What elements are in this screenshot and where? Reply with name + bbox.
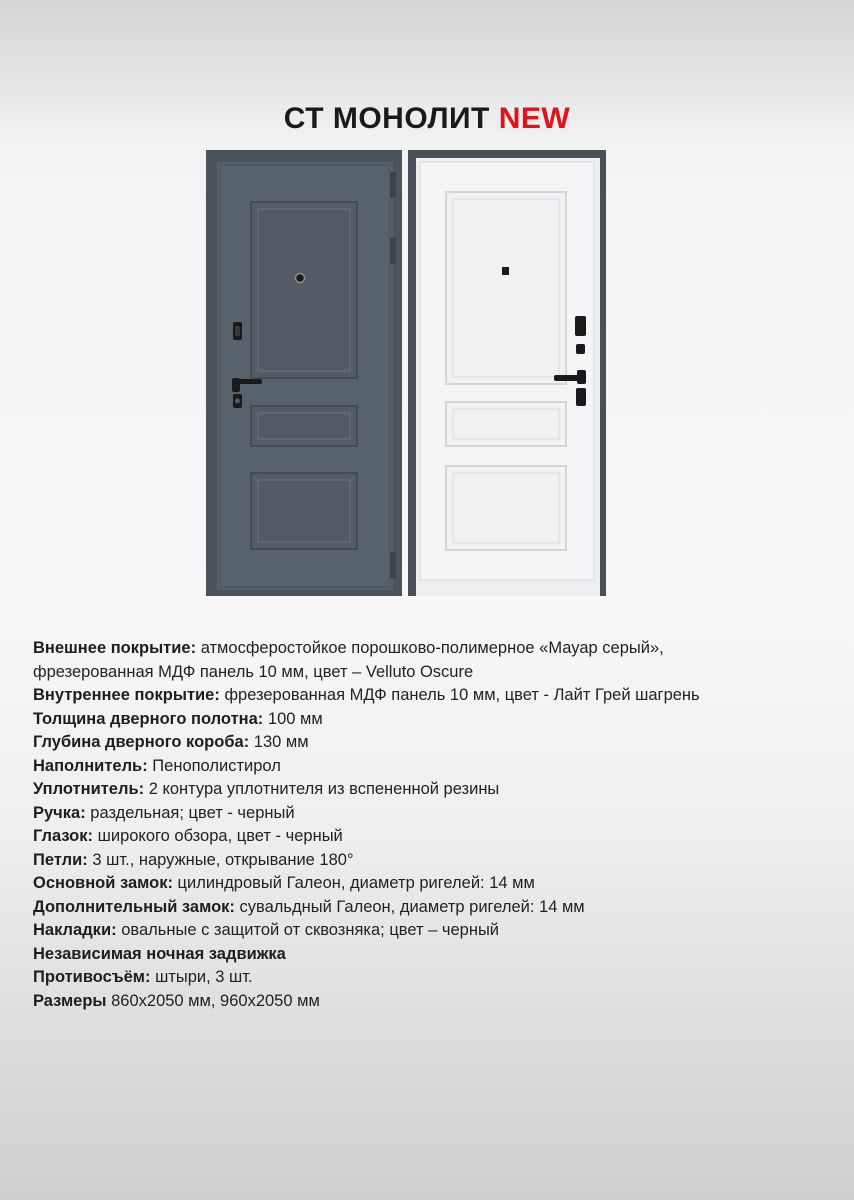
spec-row-anti-removal bbox=[33, 966, 833, 990]
spec-row-night-latch bbox=[33, 943, 833, 967]
spec-key: Наполнитель: bbox=[33, 756, 148, 775]
door-image bbox=[206, 150, 606, 596]
spec-row-filler bbox=[33, 755, 833, 779]
spec-value: 860x2050 мм, 960x2050 мм bbox=[111, 991, 320, 1010]
spec-key: Внутреннее покрытие: bbox=[33, 686, 220, 704]
spec-list bbox=[33, 637, 833, 1013]
spec-key: Петли: bbox=[33, 850, 88, 869]
spec-value: 130 мм bbox=[253, 733, 309, 751]
spec-row-frame-depth bbox=[33, 731, 833, 755]
spec-key: Ручка: bbox=[33, 803, 86, 822]
spec-key: Противосъём: bbox=[33, 968, 151, 986]
door-illustrations bbox=[206, 150, 606, 596]
page-title bbox=[0, 102, 854, 136]
spec-key: Внешнее покрытие: bbox=[33, 639, 197, 657]
outer-door bbox=[206, 150, 402, 596]
spec-row-extra-lock bbox=[33, 896, 833, 920]
spec-value: штыри, 3 шт. bbox=[155, 968, 253, 986]
spec-key: Накладки: bbox=[33, 921, 117, 939]
spec-value: овальные с защитой от сквозняка; цвет – черный bbox=[121, 921, 500, 939]
spec-value: широкого обзора, цвет - черный bbox=[97, 827, 343, 845]
spec-key: Независимая ночная задвижка bbox=[33, 944, 286, 963]
spec-row-overlays bbox=[33, 919, 833, 943]
spec-row-leaf-thickness bbox=[33, 708, 833, 732]
spec-row-handle bbox=[33, 802, 833, 826]
title-main: СТ МОНОЛИТ bbox=[283, 102, 490, 135]
spec-key: Размеры bbox=[33, 991, 107, 1010]
spec-row-dimensions bbox=[33, 990, 833, 1014]
spec-value: 100 мм bbox=[267, 709, 323, 728]
spec-row-inner-coating bbox=[33, 684, 833, 708]
spec-key: Глазок: bbox=[33, 827, 94, 845]
spec-key: Дополнительный замок: bbox=[33, 897, 235, 916]
spec-value: сувальдный Галеон, диаметр ригелей: 14 мм bbox=[239, 897, 585, 916]
spec-value: атмосферостойкое порошково-полимерное «Мауар серый», bbox=[200, 639, 664, 657]
spec-row-outer-coating bbox=[33, 637, 833, 684]
spec-value: цилиндровый Галеон, диаметр ригелей: 14 мм bbox=[177, 874, 535, 892]
title-accent: NEW bbox=[498, 102, 571, 135]
spec-value: раздельная; цвет - черный bbox=[90, 803, 295, 822]
spec-value: 3 шт., наружные, открывание 180° bbox=[92, 850, 354, 869]
spec-key: Глубина дверного короба: bbox=[33, 733, 250, 751]
spec-key: Уплотнитель: bbox=[33, 780, 145, 798]
spec-value: фрезерованная МДФ панель 10 мм, цвет - Лайт Грей шагрень bbox=[224, 686, 700, 704]
spec-value: Пенополистирол bbox=[152, 756, 281, 775]
spec-row-main-lock bbox=[33, 872, 833, 896]
spec-row-peephole bbox=[33, 825, 833, 849]
spec-key: Толщина дверного полотна: bbox=[33, 709, 264, 728]
spec-key: Основной замок: bbox=[33, 874, 173, 892]
spec-value-cont: фрезерованная МДФ панель 10 мм, цвет – Velluto Oscure bbox=[33, 662, 474, 681]
spec-row-hinges bbox=[33, 849, 833, 873]
inner-door bbox=[408, 150, 606, 596]
spec-value: 2 контура уплотнителя из вспененной резины bbox=[148, 780, 500, 798]
spec-row-seal bbox=[33, 778, 833, 802]
